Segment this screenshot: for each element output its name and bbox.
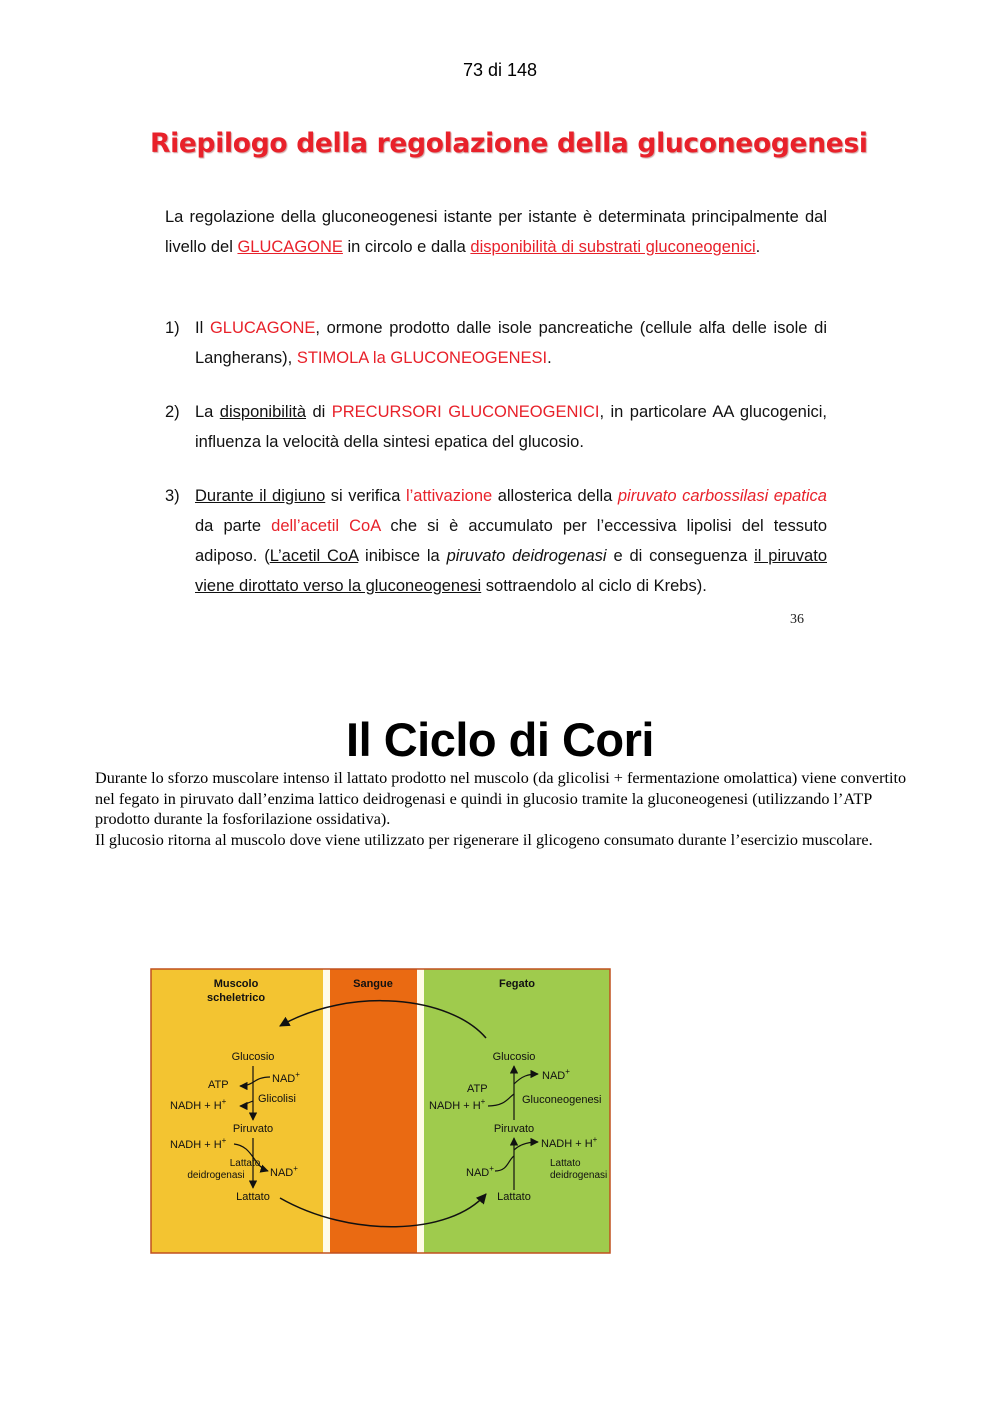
item3-acetil-2: L’acetil CoA [269, 547, 359, 565]
item3-piruvato-deidrogenasi: piruvato deidrogenasi [446, 547, 607, 565]
item2-disponibilita: disponibilità [219, 403, 307, 421]
muscle-nadh: NADH + H+ [170, 1097, 227, 1112]
list-number: 2) [165, 403, 180, 421]
liver-gluconeogenesi: Gluconeogenesi [522, 1094, 602, 1106]
liver-nad-plus-2: NAD+ [466, 1164, 494, 1179]
muscle-nadh-2: NADH + H+ [170, 1136, 227, 1151]
item3-text-4: che si è accumulato per l’eccessiva lipolisi del tessuto adiposo. ( [195, 517, 827, 565]
list-item-2 [165, 397, 827, 457]
liver-nadh: NADH + H+ [429, 1097, 486, 1112]
muscle-nad-plus-2: NAD+ [270, 1164, 298, 1179]
liver-nadh-2: NADH + H+ [541, 1135, 598, 1150]
intro-text-3: . [755, 238, 761, 256]
liver-glucosio: Glucosio [492, 1051, 536, 1063]
item3-text-7: sottraendolo al ciclo di Krebs). [481, 577, 707, 595]
liver-atp: ATP [467, 1083, 488, 1095]
liver-title: Fegato [498, 978, 536, 990]
liver-piruvato: Piruvato [493, 1123, 535, 1135]
item3-digiuno: Durante il digiuno [195, 487, 326, 505]
blood-title: Sangue [353, 978, 393, 990]
page-number: 73 di 148 [462, 60, 538, 80]
muscle-atp: ATP [208, 1079, 229, 1091]
item3-text-2: allosterica della [492, 487, 618, 505]
muscle-glicolisi: Glicolisi [258, 1093, 296, 1105]
paragraph-1: Durante lo sforzo muscolare intenso il lattato prodotto nel muscolo (da glicolisi + fermentazione omolattica) viene convertito nel fegato in piruvato dall’enzima lattico deidrogenasi e quindi in glucosio tramite la gluconeogenesi (utilizzando l’ATP prodotto durante la fosforilazione ossidativa). [95, 769, 907, 828]
list-item-3 [165, 481, 827, 601]
disponibilita-link: disponibilità di substrati gluconeogenici [470, 238, 756, 256]
item1-text-1: Il [195, 319, 210, 337]
intro-text-2: in circolo e dalla [342, 238, 471, 256]
item1-stimola: STIMOLA la GLUCONEOGENESI [296, 349, 548, 367]
item3-text-5: inibisce la [358, 547, 447, 565]
separator [417, 969, 424, 1253]
separator [323, 969, 330, 1253]
item3-attivazione: l’attivazione [405, 487, 493, 505]
list-number: 1) [165, 319, 180, 337]
muscle-piruvato: Piruvato [232, 1123, 274, 1135]
slide-title: Riepilogo della regolazione della gluconeogenesi [150, 128, 868, 159]
liver-lattato: Lattato [497, 1191, 531, 1203]
list-item-1 [165, 313, 827, 373]
muscle-title-line1: Muscolo [213, 978, 259, 990]
item3-text-6: e di conseguenza [606, 547, 755, 565]
item2-text-1: La [195, 403, 220, 421]
section-heading: Il Ciclo di Cori [346, 713, 654, 766]
muscle-lattato: Lattato [236, 1191, 270, 1203]
intro-text-1: La regolazione della gluconeogenesi istante per istante è determinata principalmente dal livello del [165, 208, 827, 256]
slide-page-number: 36 [790, 612, 804, 627]
item2-text-2: di [306, 403, 332, 421]
liver-nad-plus: NAD+ [542, 1067, 570, 1082]
item3-dirottato: il piruvato viene dirottato verso la gluconeogenesi [195, 547, 827, 595]
blood-panel [330, 969, 417, 1253]
muscle-glucosio: Glucosio [231, 1051, 275, 1063]
cori-cycle-diagram [150, 966, 612, 1256]
liver-enzyme-line1: Lattato [550, 1158, 581, 1169]
item3-text-3: da parte [195, 517, 272, 535]
list-number: 3) [165, 487, 180, 505]
item1-glucagone: GLUCAGONE [209, 319, 316, 337]
item3-piruvato-carbossilasi: piruvato carbossilasi epatica [617, 487, 827, 505]
item3-text-1: si verifica [325, 487, 406, 505]
muscle-enzyme-line1: Lattato [229, 1158, 261, 1169]
item1-text-2: , ormone prodotto dalle isole pancreatiche (cellule alfa delle isole di Langherans), [195, 319, 827, 367]
muscle-nad-plus: NAD+ [272, 1070, 300, 1085]
liver-enzyme-line2: deidrogenasi [550, 1170, 608, 1181]
muscle-title-line2: scheletrico [206, 992, 266, 1004]
item1-text-3: . [547, 349, 552, 367]
muscle-enzyme-line2: deidrogenasi [187, 1170, 245, 1181]
item3-acetil: dell’acetil CoA [271, 517, 381, 535]
paragraph-2: Il glucosio ritorna al muscolo dove viene utilizzato per rigenerare il glicogeno consumato durante l’esercizio muscolare. [95, 830, 873, 849]
slide-intro [165, 202, 827, 262]
glucagone-link: GLUCAGONE [237, 238, 343, 256]
item2-text-3: , in particolare AA glucogenici, influenza la velocità della sintesi epatica del glucosio. [195, 403, 827, 451]
item2-precursori: PRECURSORI GLUCONEOGENICI [331, 403, 600, 421]
section-body [95, 768, 915, 850]
